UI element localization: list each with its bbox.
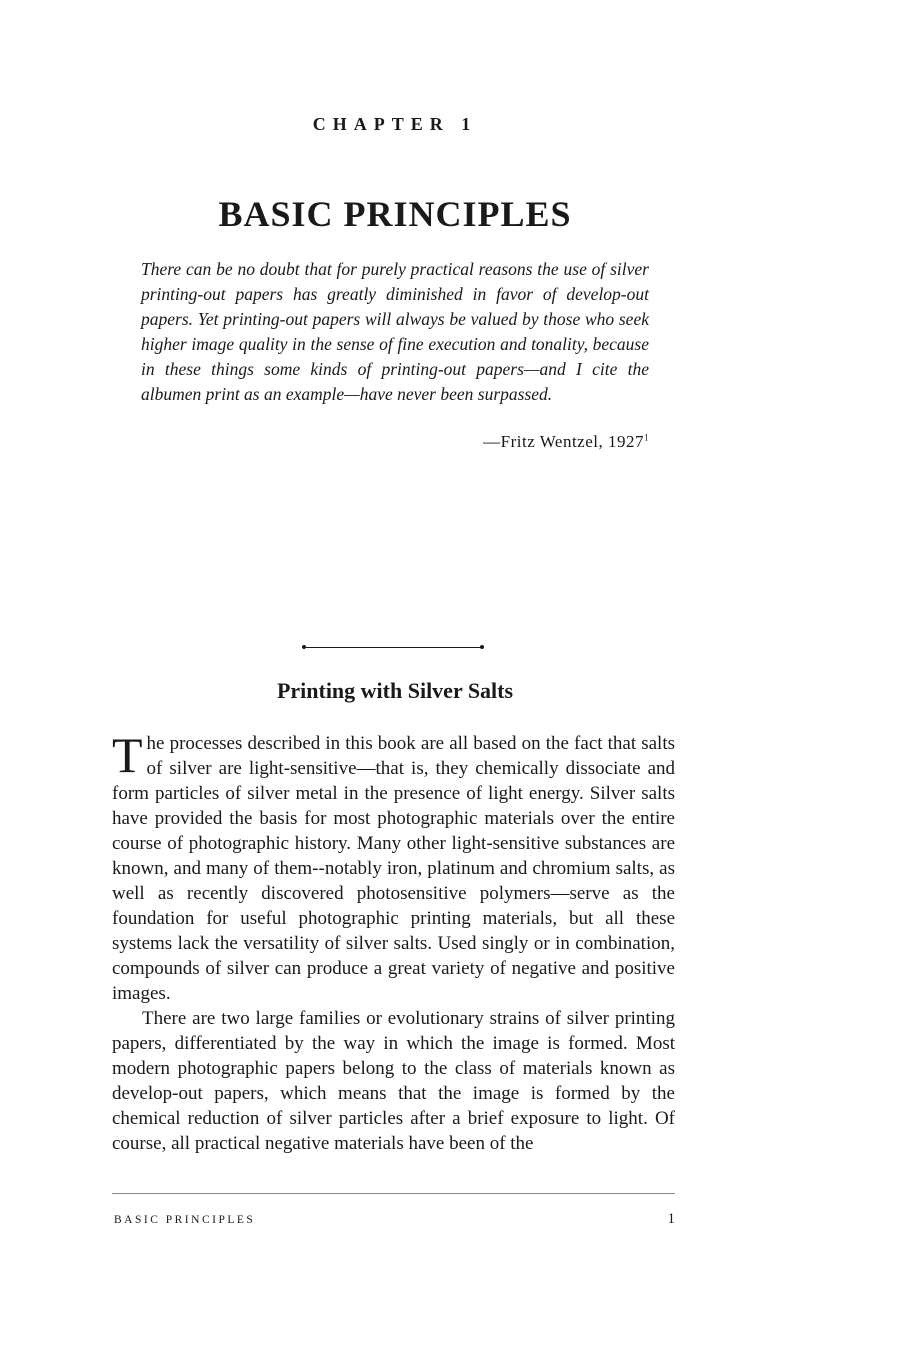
body-paragraph-2: There are two large families or evolutionary strains of silver printing papers, differentiated by the way in which the image is formed. Most modern photographic papers belong to the class of materials known as develop-out papers, which means that the image is formed by the chemical reduction of silver particles after a brief exposure to light. Of course, all practical negative materials have been of the [112,1008,675,1154]
paragraph-1-text: he processes described in this book are all based on the fact that salts of silver are light-sensitive—that is, they chemically dissociate and form particles of silver metal in the presence of light energy. Silver salts have provided the basis for most photographic materials over the entire course of photographic history. Many other light-sensitive substances are known, and many of them--notably iron, platinum and chromium salts, as well as recently discovered photosensitive polymers—serve as the foundation for useful photographic printing materials, but all these systems lack the versatility of silver salts. Used singly or in combination, compounds of silver can produce a great variety of negative and positive images. [112,733,675,1004]
epigraph-attribution [141,432,649,452]
body-paragraph-1 [112,727,675,1006]
epigraph-quote: There can be no doubt that for purely practical reasons the use of silver printing-out papers has greatly diminished in favor of develop-out papers. Yet printing-out papers will always be valued by those who seek higher image quality in the sense of fine execution and tonality, because in these things some kinds of printing-out papers—and I cite the albumen print as an example—have never been surpassed. [141,259,649,404]
running-head: BASIC PRINCIPLES [114,1214,256,1226]
footer-rule [112,1193,675,1194]
footnote-ref: 1 [644,432,649,443]
drop-cap: T [112,727,143,783]
page-number: 1 [667,1211,675,1227]
chapter-label: CHAPTER 1 [312,114,478,134]
section-heading: Printing with Silver Salts [276,678,514,703]
chapter-title: BASIC PRINCIPLES [218,194,572,234]
attribution-text: —Fritz Wentzel, 1927 [483,432,644,451]
body-text [112,727,675,1156]
section-divider-ornament [304,647,482,648]
